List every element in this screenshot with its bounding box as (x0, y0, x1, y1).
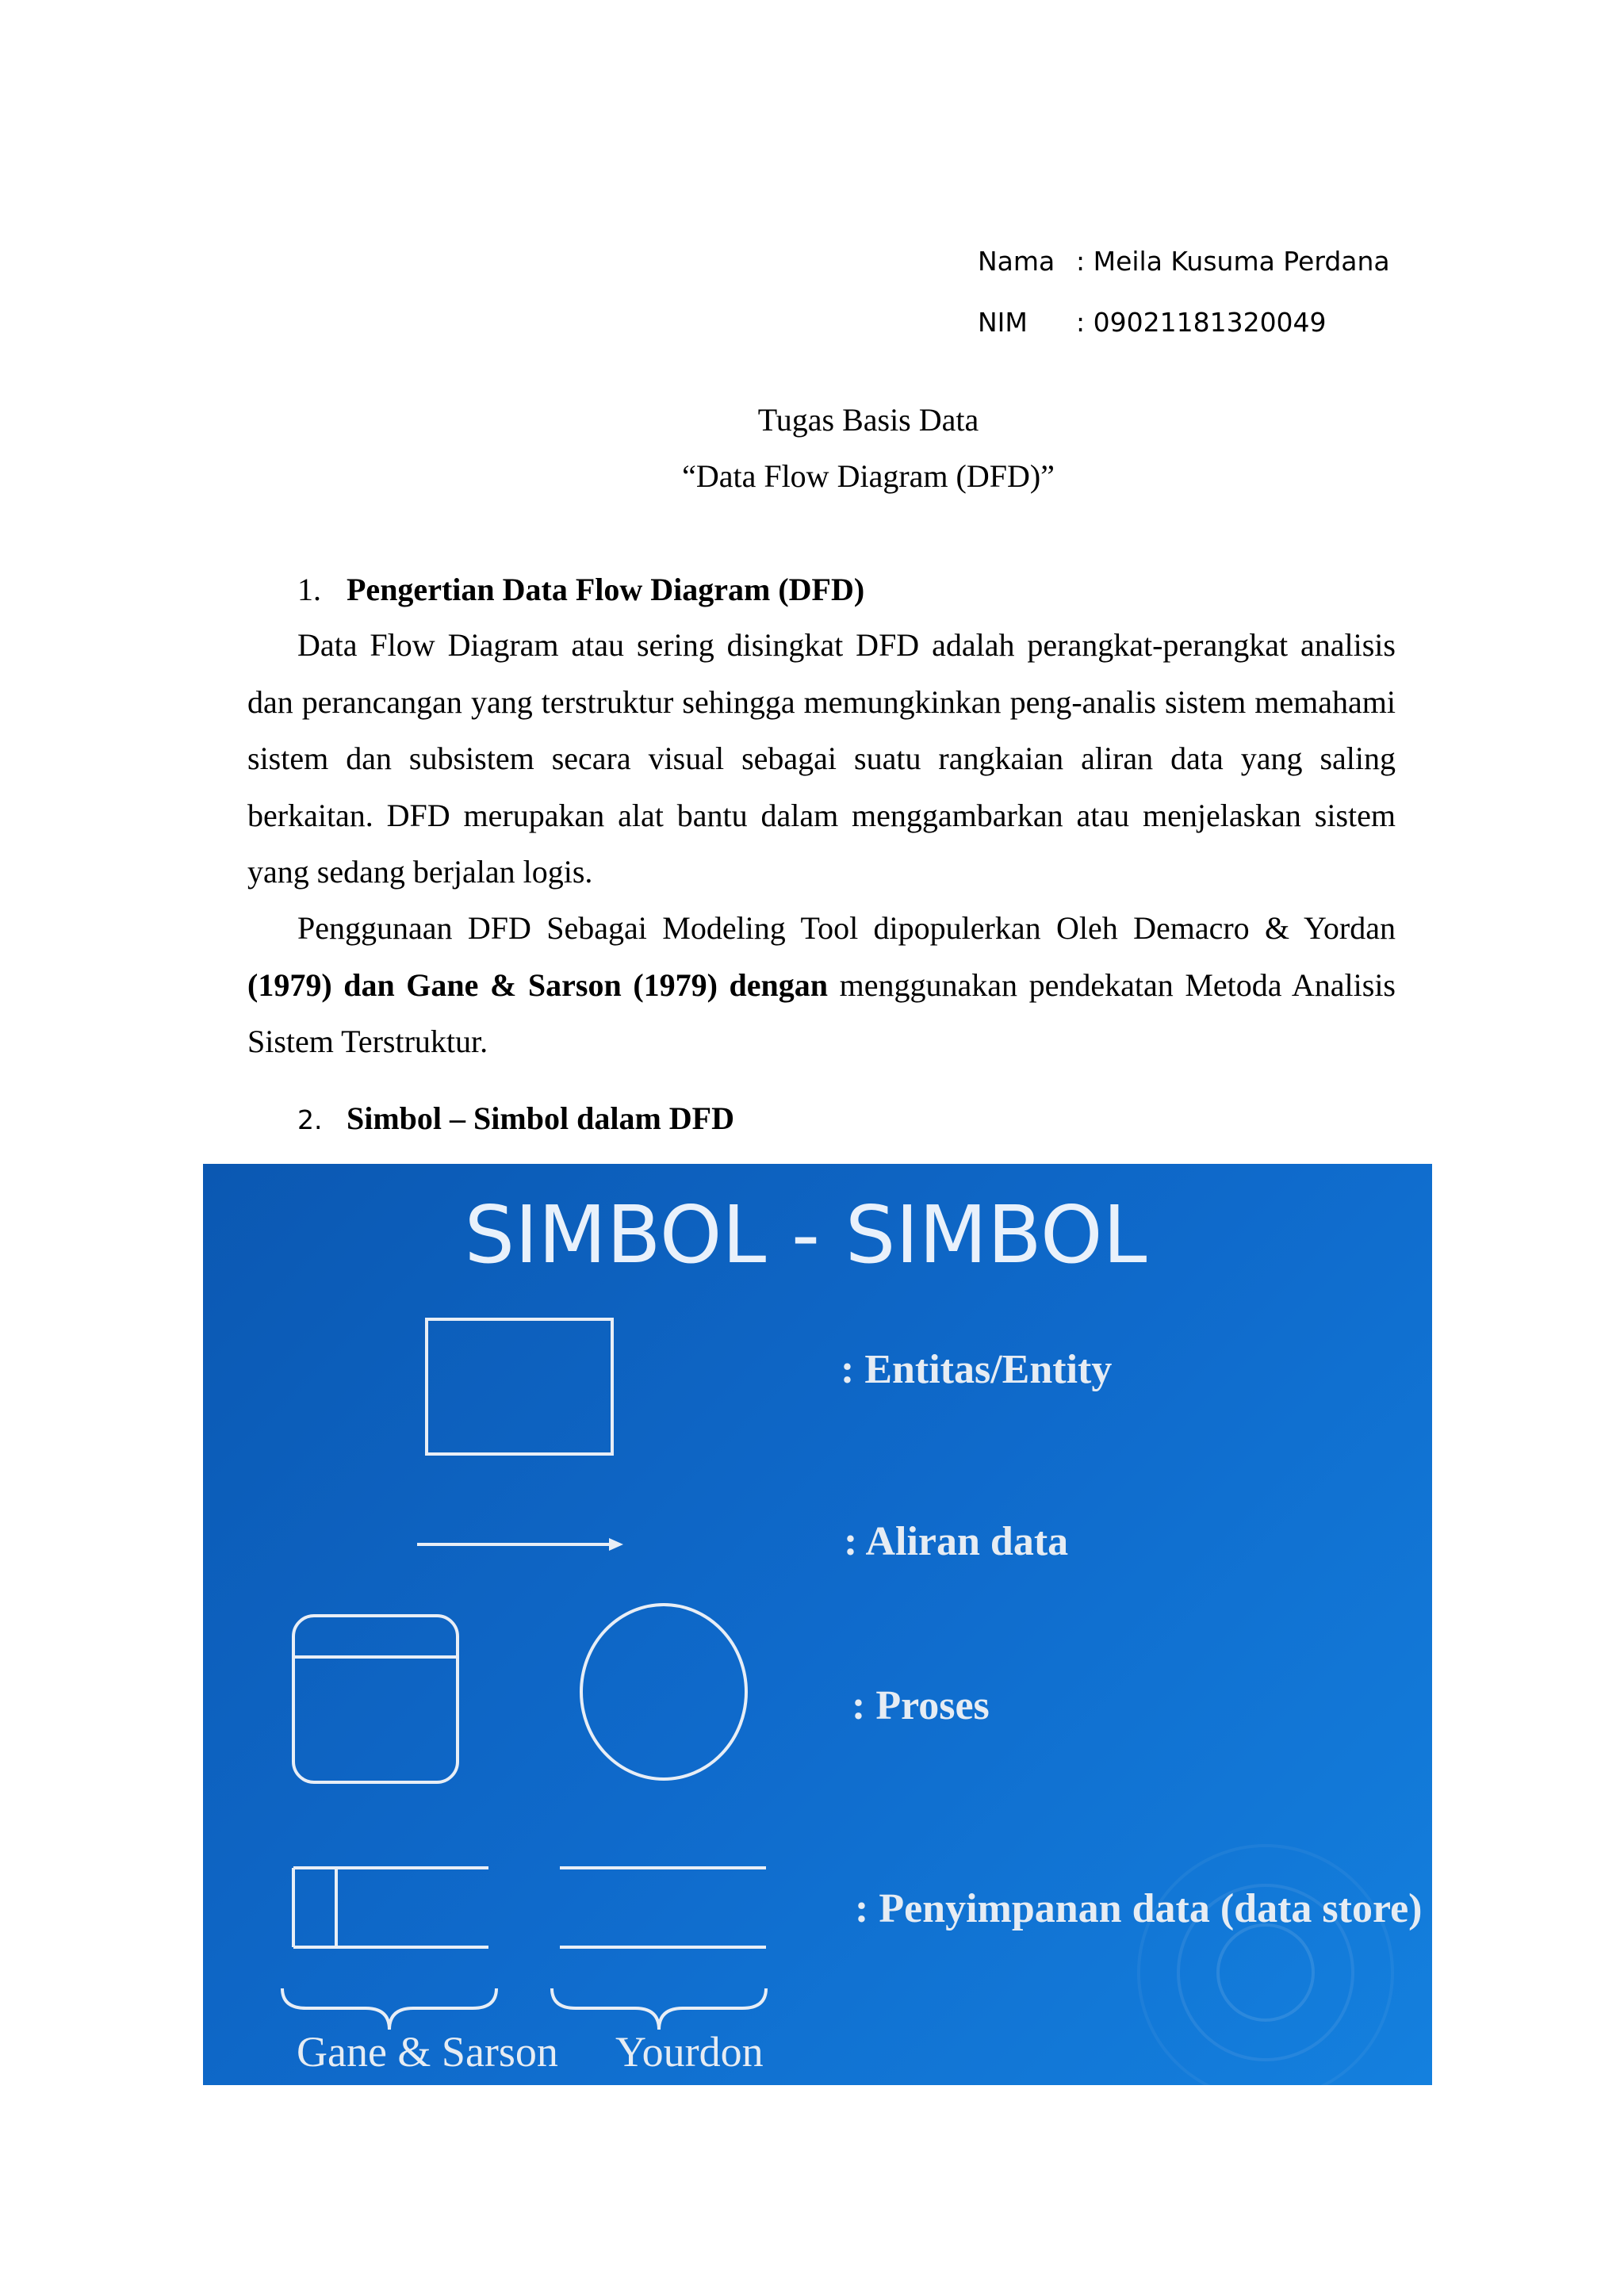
section1-title: Pengertian Data Flow Diagram (DFD) (347, 572, 865, 607)
para2-bold: (1979) dan Gane & Sarson (1979) dengan (247, 966, 829, 1003)
nim-label: NIM (978, 307, 1028, 338)
section1-number: 1. (297, 572, 321, 607)
section1-paragraph1: Data Flow Diagram atau sering disingkat DFD adalah perangkat-perangkat analisis dan perancangan yang terstruktur sehingga memungkinkan peng-analis sistem memahami sistem dan subsistem secara visual sebagai suatu rangkaian aliran data yang saling berkaitan. DFD merupakan alat bantu dalam menggambarkan atau menjelaskan sistem yang sedang berjalan logis. (247, 627, 1396, 890)
para2-start: Penggunaan DFD Sebagai Modeling Tool dipopulerkan Oleh Demacro & Yordan (297, 910, 1396, 946)
entity-symbol (427, 1319, 612, 1454)
dfd-symbols-figure (203, 1164, 1432, 2085)
section2-heading (297, 1098, 734, 1141)
section2-number: 2. (297, 1104, 323, 1135)
process-symbol-yourdon (581, 1605, 746, 1779)
ripple-decoration (1139, 1846, 1392, 2085)
section2-title: Simbol – Simbol dalam DFD (347, 1100, 734, 1136)
name-value: : Meila Kusuma Perdana (1076, 246, 1390, 277)
process-label: : Proses (852, 1683, 990, 1728)
caption-yourdon: Yourdon (615, 2028, 764, 2076)
nim-row (978, 307, 1327, 339)
nim-value: : 09021181320049 (1076, 307, 1327, 338)
doc-title: Tugas Basis Data (757, 402, 979, 438)
name-label: Nama (978, 246, 1055, 277)
flow-label: : Aliran data (844, 1519, 1069, 1564)
name-row (978, 246, 1390, 277)
symbols-drawing (203, 1164, 1432, 2085)
section1-paragraph2 (247, 900, 1396, 1070)
para2-end: menggunakan pendekatan Metoda Analisis Sistem Terstruktur. (247, 966, 1396, 1059)
entity-label: : Entitas/Entity (841, 1347, 1113, 1392)
store-label: : Penyimpanan data (data store) (855, 1886, 1423, 1931)
section1-heading (297, 569, 864, 610)
ripple-decoration (1218, 1925, 1313, 2020)
caption-gane-sarson: Gane & Sarson (297, 2028, 558, 2076)
brace-gane-sarson (282, 1988, 496, 2030)
figure-title: SIMBOL - SIMBOL (464, 1188, 1147, 1281)
flow-arrow-head (609, 1538, 623, 1551)
doc-subtitle: “Data Flow Diagram (DFD)” (682, 458, 1055, 494)
process-symbol-gane-sarson (293, 1616, 458, 1782)
brace-yourdon (552, 1988, 766, 2030)
